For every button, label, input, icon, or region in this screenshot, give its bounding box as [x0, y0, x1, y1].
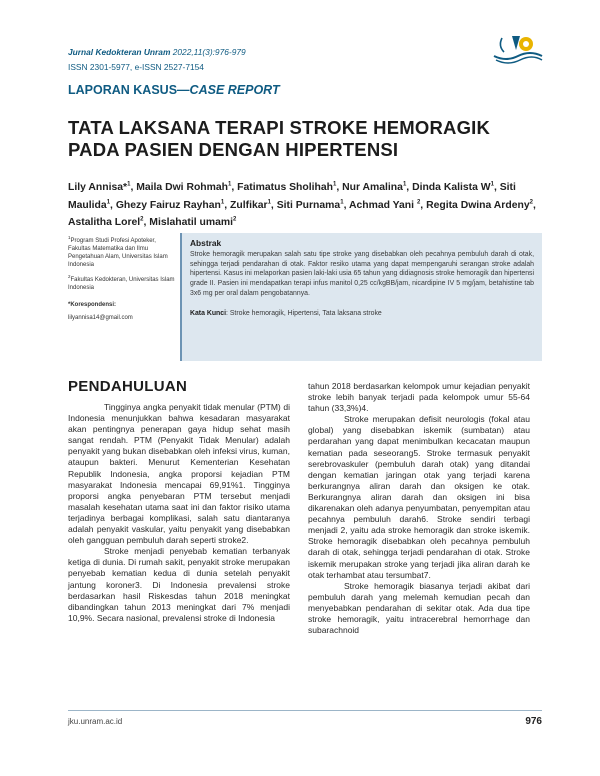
paragraph: Stroke merupakan defisit neurologis (fokal atau global) yang disebabkan iskemik (sumbatan) atau perdarahan yang dapat menimbulkan kecacatan maupun kematian pada seseorang5. Stroke termasuk penyakit serebrovaskuler (pembuluh darah otak) yang ditandai dengan kematian jaringan otak yang terjadi karena berkurangnya aliran darah dan oksigen ke otak. Berkurangnya aliran darah dan oksigen ini bisa dikarenakan oleh adanya penyumbatan, penyempitan atau pecahnya pembuluh darah6. Stroke sendiri terbagi menjadi 2, yaitu ada stroke hemoragik dan stroke iskemik. Stroke hemoragik disebabkan oleh pecahnya pembuluh darah di otak, sehingga terjadi pendarahan di otak. Stroke iskemik merupakan stroke yang terjadi jika aliran darah ke otak terhambat atau tersumbat7.: [308, 414, 530, 580]
author: Dinda Kalista $W^1$,: [412, 182, 500, 194]
author: Zulfikar$^1$,: [230, 199, 277, 211]
author: Astalitha Lorel$^2$,: [68, 216, 150, 229]
correspondence-label: *Korespondensi:: [68, 302, 117, 309]
abstract-box: [180, 233, 542, 361]
article-title: TATA LAKSANA TERAPI STROKE HEMORAGIK PADA PASIEN DENGAN HIPERTENSI: [68, 117, 491, 160]
keywords-label: Kata Kunci: [190, 309, 226, 317]
article-type-id: LAPORAN KASUS: [68, 83, 178, 97]
author: Fatimatus Sholihah$^1$,: [237, 182, 343, 194]
affiliation: $^1$Program Studi Profesi Apoteker, Fakultas Matematika dan Ilmu Pengetahuan Alam, Universitas Islam Indonesia: [68, 235, 168, 268]
author: Siti Maulida$^1$,: [68, 182, 516, 211]
affiliations-column: [68, 234, 176, 323]
keywords: [190, 310, 534, 317]
university-logo-icon: [492, 32, 544, 66]
affiliation: $^2$Fakultas Kedokteran, Universitas Islam Indonesia: [68, 273, 175, 291]
footer-url[interactable]: jku.unram.ac.id: [68, 717, 123, 726]
paragraph: Stroke hemoragik biasanya terjadi akibat dari pembuluh darah yang melemah kemudian pecah dan menyebabkan pendarahan di sekitar otak. Ada dua tipe stroke hemoragik, yaitu intracerebral hemorrhage dan subarachnoid: [308, 580, 530, 636]
author: Mislahatil umami$^2$: [149, 216, 237, 229]
journal-issn: ISSN 2301-5977, e-ISSN 2527-7154: [68, 62, 204, 72]
correspondence-email[interactable]: lilyannisa14@gmail.com: [68, 315, 133, 322]
footer-divider: [68, 710, 542, 711]
journal-name: Jurnal Kedokteran Unram: [68, 47, 171, 57]
abstract-title: Abstrak: [190, 238, 222, 248]
author: Siti Purnama$^1$,: [276, 199, 347, 211]
body-column-right: [308, 381, 530, 636]
author: Maila Dwi Rohmah$^1$,: [136, 182, 238, 194]
author: Lily Annisa*$^1$,: [68, 182, 137, 194]
article-type: [68, 83, 280, 97]
abstract-text: Stroke hemoragik merupakan salah satu tipe stroke yang disebabkan oleh pecahnya pembuluh darah di otak, sehingga terjadi pendarahan di otak. Faktor resiko utama yang dapat mempengaruhi serangan stroke adalah hipertensi. Kasus ini melaporkan pasien laki-laki usia 65 tahun yang didiagnosis stroke hemoragik dan hipertensi grade II. Pasien ini mendapatkan terapi infus manitol 0,25 cc/kgBB/jam, nicardipine IV 5 mg/jam, betahistine tab 3x6 mg per oral dalam pengobatannya.: [190, 251, 534, 297]
article-type-separator: —: [177, 83, 190, 97]
author: Regita Dwina Ardeny$^2$,: [426, 199, 536, 211]
page-number: 976: [525, 716, 542, 727]
paragraph: Tingginya angka penyakit tidak menular (PTM) di Indonesia menunjukkan bahwa kesadaran masyarakat akan pentingnya penerapan gaya hidup sehat masih sangat rendah. PTM (Penyakit Tidak Menular) adalah penyakit yang bukan disebabkan oleh infeksi virus, kuman, ataupun bakteri. Menurut Kementerian Kesehatan Republik Indonesia, angka proporsi kejadian PTM masyarakat Indonesia mencapai 69,91%1. Tingginya proporsi angka penyebaran PTM tersebut menjadi masalah kesehatan utama saat ini dan faktor risiko utama terjadinya berbagai komplikasi, salah satu diantaranya adalah penyakit vaskular, yaitu penyakit yang disebabkan oleh gangguan pembuluh darah seperti stroke2.: [68, 402, 290, 546]
keywords-text: : Stroke hemoragik, Hipertensi, Tata laksana stroke: [226, 309, 382, 317]
author: Ghezy Fairuz Rayhan$^1$,: [115, 199, 231, 211]
article-type-en: CASE REPORT: [189, 83, 280, 97]
author: Nur Amalina$^1$,: [342, 182, 413, 194]
journal-header: [68, 42, 488, 72]
body-column-left: [68, 402, 290, 624]
section-heading: PENDAHULUAN: [68, 378, 188, 395]
author-list: [68, 178, 542, 230]
author: Achmad Yani $^2$,: [348, 199, 427, 211]
paragraph: Stroke menjadi penyebab kematian terbanyak ketiga di dunia. Di rumah sakit, penyakit stroke merupakan penyebab kematian kedua di dunia setelah penyakit jantung koroner3. Di Indonesia prevalensi stroke berdasarkan hasil Riskesdas tahun 2018 meningkat dibandingkan tahun 2013 meningkat dari 7% menjadi 10,9%. Secara nasional, prevalensi stroke di Indonesia: [68, 546, 290, 623]
journal-citation: 2022,11(3):976-979: [170, 47, 246, 57]
paragraph: tahun 2018 berdasarkan kelompok umur kejadian penyakit stroke lebih banyak terjadi pada kelompok umur 55-64 tahun (33,3%)4.: [308, 381, 530, 414]
